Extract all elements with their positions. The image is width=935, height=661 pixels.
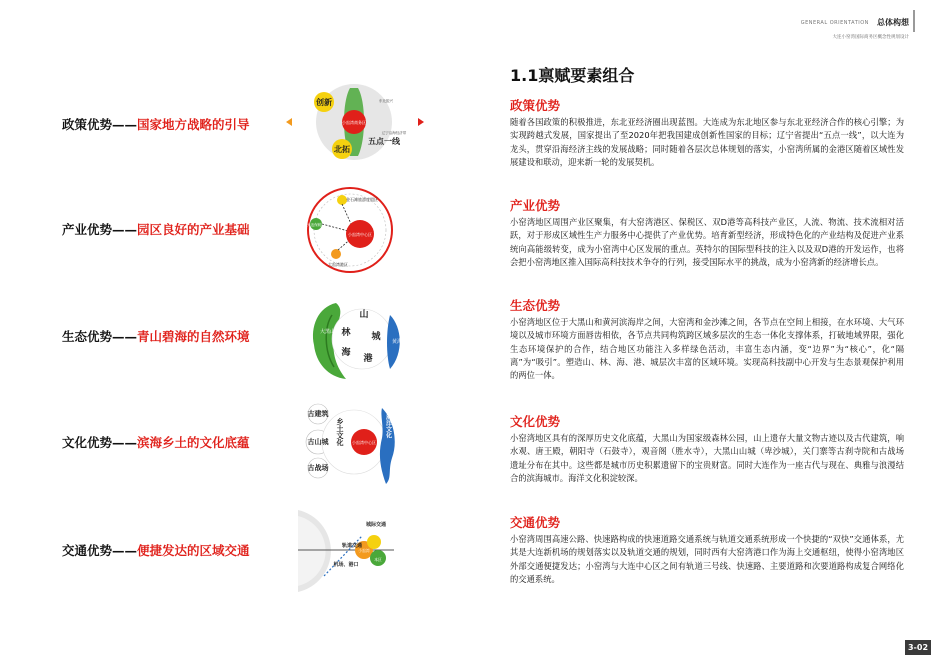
adv-row-ecology (62, 327, 250, 345)
culture-haiyang-vertical (385, 413, 393, 439)
adv-value: 便捷发达的区域交通 (137, 543, 250, 558)
culture-gujianzhu: 古建筑 (307, 410, 329, 418)
adv-value: 国家地方战略的引导 (137, 117, 250, 132)
industry-label-3: 大窑湾港区 (328, 262, 348, 267)
section-traffic (510, 513, 904, 586)
page-number: 3-02 (905, 640, 931, 655)
section-heading: 交通优势 (510, 515, 561, 530)
arrow-left-icon (286, 118, 292, 126)
ecology-qingshan: 大黑山 (320, 329, 336, 335)
adv-row-culture (62, 433, 250, 451)
innovate-label: 创新 (316, 98, 332, 107)
header-subtitle: 大连小窑湾国际商务区概念性规划设计 (832, 35, 909, 40)
ecology-hai: 海 (341, 348, 351, 358)
adv-row-policy (62, 115, 250, 133)
culture-xiangtu: 乡土文化 (336, 418, 344, 446)
culture-guzhanchang: 古战场 (307, 464, 329, 472)
section-text: 小窑湾地区周围产业区聚集，有大窑湾港区、保税区、双D港等高科技产业区，人流、物流、技术流相对活跃，对于形成区域性生产力服务中心提供了产业优势。培育新型经济，形成特色化的产业结构及促进产业系统向高能级转变，成为小窑湾中心区发展的重点。英特尔的国际型科技的注入以及双D港的开发运作，也将会把小窑湾地区推入国际高科技技术争夺的行列，接受国际水平的挑战，成为小窑湾新的经济增长点。 (510, 217, 904, 267)
adv-key: 产业优势 (62, 222, 113, 237)
section-heading: 政策优势 (510, 98, 561, 113)
industry-node-3 (331, 249, 341, 259)
adv-row-industry (62, 220, 250, 238)
section-policy (510, 96, 904, 169)
section-text: 小窑湾地区位于大黑山和黄河滨海岸之间，大窑湾和金沙滩之间，各节点在空间上相接，在水环境、大气环境以及城市环境方面唇齿相依，各节点共同构筑跨区域多层次的生态一体化支撑体系，打破地域界限，强化生态环境保护的合作，结合地区功能注入多样绿色活动，丰富生态内涵，变“边界”为“核心”，化“隔离”为“吸引”。塑造山、林、海、港、城层次丰富的区域环境。实现高科技副中心开发与生态景观保护利用的两位一体。 (510, 317, 904, 381)
culture-gushancheng: 古山城 (307, 438, 329, 446)
adv-key: 交通优势 (62, 543, 113, 558)
culture-center-label: 小窑湾中心区 (352, 440, 376, 445)
header-chinese: 总体构想 (877, 18, 909, 27)
ecology-cheng: 城 (371, 332, 381, 342)
industry-diagram (300, 186, 400, 274)
five-label: 五点一线 (368, 137, 400, 146)
policy-diagram (284, 82, 424, 164)
industry-center-label: 小窑湾中心区 (348, 232, 372, 237)
ecology-bihai: 黄海 (392, 339, 403, 345)
ecology-diagram (306, 297, 406, 383)
adv-row-traffic (62, 541, 250, 559)
policy-side-note: 辽宁沿海经济带 (381, 131, 407, 135)
adv-key: 生态优势 (62, 329, 113, 344)
policy-center-label: 小窑湾商务区 (342, 120, 366, 125)
culture-xiangtu-vertical (336, 417, 345, 447)
traffic-guidao: 轨道交通 (341, 543, 363, 549)
section-text: 小窑湾周围高速公路、快速路构成的快速道路交通系统与轨道交通系统形成一个快捷的“双快”交通体系，尤其是大连新机场的规划落实以及轨道交通的规划，同时西有大窑湾港口作为海上交通枢纽，使得小窑湾地区外部交通便捷发达；小窑湾与大连中心区之间有轨道三号线、快速路、主要道路和次要道路构成复合网络化的交通系统。 (510, 534, 904, 584)
adv-key: 文化优势 (62, 435, 113, 450)
header-divider (913, 10, 915, 32)
section-ecology (510, 296, 904, 382)
ecology-shan: 山 (359, 310, 369, 320)
traffic-diagram (294, 506, 404, 596)
traffic-node-yellow (367, 535, 381, 549)
section-industry (510, 196, 904, 269)
culture-haiyang: 海洋文化 (384, 414, 392, 438)
ecology-lin: 林 (341, 328, 351, 338)
header-english: GENERAL ORIENTATION (800, 19, 869, 26)
culture-diagram (296, 398, 406, 488)
main-title: 1.1禀赋要素组合 (510, 66, 635, 85)
adv-dash: —— (112, 435, 138, 450)
adv-value: 滨海乡土的文化底蕴 (137, 435, 250, 450)
page-header (801, 12, 909, 40)
adv-dash: —— (112, 543, 138, 558)
section-text: 随着各国政策的积极推进，东北亚经济圈出现蓝图。大连成为东北地区参与东北亚经济合作的核心引擎；为实现跨越式发展，国家提出了至2020年把我国建成创新性国家的目标；辽宁省提出“五点一线”，以大连为龙头，贯穿沿海经济主线的发展战略；同时随着各层次总体规划的落实，小窑湾所属的金港区随着区域性发展建设和联动，迎来新一轮的发展契机。 (510, 117, 904, 167)
section-culture (510, 412, 904, 485)
adv-dash: —— (112, 222, 138, 237)
industry-label-1: 金石滩旅游度假区 (346, 197, 378, 202)
adv-dash: —— (112, 117, 138, 132)
adv-dash: —— (112, 329, 138, 344)
section-heading: 生态优势 (510, 298, 561, 313)
arrow-right-icon (418, 118, 424, 126)
traffic-airport: 机场、港口 (333, 562, 359, 568)
ecology-gang: 港 (363, 354, 373, 364)
policy-top-note: 东北振兴 (379, 99, 393, 103)
traffic-chengji: 城际交通 (365, 522, 387, 528)
section-heading: 文化优势 (510, 414, 561, 429)
section-text: 小窑湾地区具有的深厚历史文化底蕴，大黑山为国家级森林公园，山上遗存大量文物古迹以及古代建筑，响水观、唐王殿，朝阳寺（石鼓寺），观音阁（胜水寺），大黑山山城（卑沙城），关门寨等古刹寺院和古战场遗址分布在其中。这些都是城市历史积累遗留下的宝贵财富。同时大连作为一座古代与现在、典雅与浪漫结合的滨海城市。海洋文化积淀较深。 (510, 433, 904, 483)
traffic-center: 小窑湾 (358, 548, 370, 553)
traffic-local: 本区 (374, 557, 382, 562)
north-label: 北拓 (334, 145, 350, 154)
adv-value: 园区良好的产业基础 (137, 222, 250, 237)
adv-key: 政策优势 (62, 117, 113, 132)
section-heading: 产业优势 (510, 198, 561, 213)
industry-label-2: 大连保税区 (307, 223, 325, 227)
adv-value: 青山碧海的自然环境 (137, 329, 250, 344)
